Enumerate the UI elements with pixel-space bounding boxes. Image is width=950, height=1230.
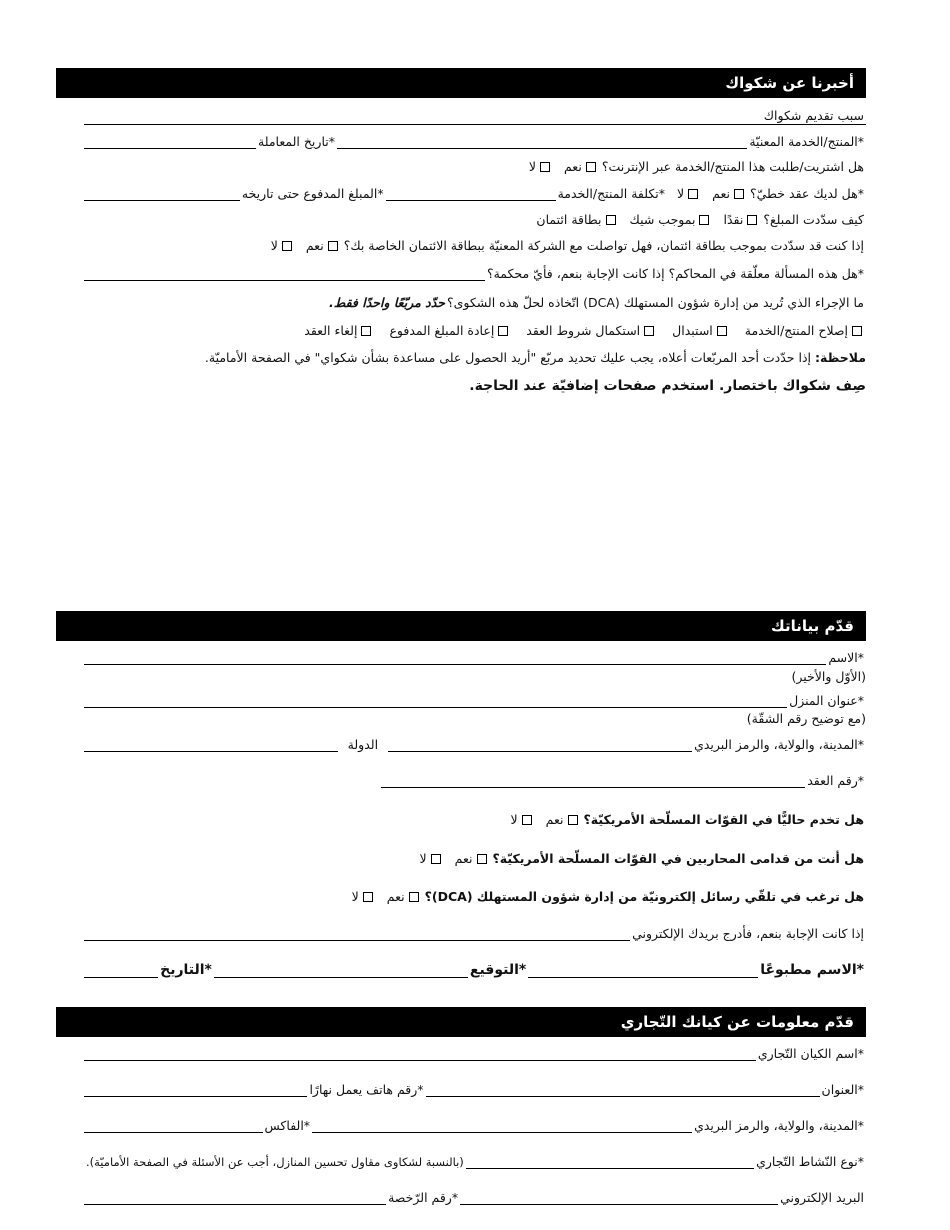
contract-number-field[interactable] [381,773,805,788]
business-address-field[interactable] [426,1082,820,1097]
email-optin-no-label: لا [351,889,359,904]
veteran-no-label: لا [419,851,427,866]
veteran-row [84,851,866,866]
military-yes-checkbox[interactable] [568,815,578,825]
address-row [84,693,866,708]
veteran-question: هل أنت من قدامى المحاربين في القوّات المسلّحة الأمريكيّة؟ [492,851,864,866]
product-field[interactable] [337,134,747,149]
action-replace-checkbox[interactable] [717,326,727,336]
business-city-field[interactable] [312,1118,692,1133]
action-cancel-label: إلغاء العقد [304,323,358,338]
signature-field[interactable] [214,963,468,978]
contract-no-checkbox[interactable] [688,189,698,199]
military-no-checkbox[interactable] [522,815,532,825]
action-repair-checkbox[interactable] [852,326,862,336]
amount-paid-label: *المبلغ المدفوع حتى تاريخه [241,186,384,201]
action-options-row [84,323,866,338]
veteran-yes-checkbox[interactable] [477,854,487,864]
business-name-field[interactable] [84,1046,756,1061]
transaction-date-label: *تاريخ المعاملة [258,134,335,149]
veteran-yes-label: نعم [454,851,473,866]
product-row [84,134,866,149]
business-type-label: *نوع النّشاط التّجاري [756,1154,864,1169]
describe-area[interactable] [84,404,866,594]
license-field[interactable] [84,1190,386,1205]
action-refund-checkbox[interactable] [498,326,508,336]
online-yes-checkbox[interactable] [586,162,596,172]
contract-number-label: *رقم العقد [807,773,864,788]
license-label: *رقم الرّخصة [388,1190,459,1205]
military-no-label: لا [510,812,518,827]
written-contract-question: *هل لديك عقد خطيّ؟ [750,186,864,201]
credit-no-checkbox[interactable] [282,241,292,251]
business-type-field[interactable] [466,1154,754,1169]
product-label: *المنتج/الخدمة المعنيّة [749,134,864,149]
printed-name-label: *الاسم مطبوعًا [760,962,864,978]
city-label: *المدينة، والولاية، والرمز البريدي [694,737,864,752]
fax-label: *الفاكس [264,1118,311,1133]
pay-card-label: بطاقة ائتمان [536,212,602,227]
reason-field[interactable] [84,124,866,125]
day-phone-label: *رقم هاتف يعمل نهارًا [309,1082,424,1097]
note-row [84,350,866,365]
amount-paid-field[interactable] [84,186,240,201]
business-name-label: *اسم الكيان التّجاري [757,1046,864,1061]
day-phone-field[interactable] [84,1082,307,1097]
note-label: ملاحظة: [815,350,866,365]
online-no-label: لا [528,159,536,174]
business-section-header [56,1007,866,1037]
address-hint: (مع توضيح رقم الشقّة) [746,711,866,726]
date-field[interactable] [84,963,158,978]
email-optin-question: هل ترغب في تلقّي رسائل إلكترونيّة من إدارة شؤون المستهلك (DCA)؟ [424,889,864,904]
fax-field[interactable] [84,1118,263,1133]
online-question: هل اشتريت/طلبت هذا المنتج/الخدمة عبر الإنترنت؟ [601,159,864,174]
name-row [84,650,866,665]
business-address-label: *العنوان [821,1082,864,1097]
email-optin-yes-label: نعم [386,889,405,904]
action-repair-label: إصلاح المنتج/الخدمة [744,323,848,338]
business-type-row [84,1154,866,1169]
signature-row [84,962,866,978]
cost-field[interactable] [386,186,556,201]
contract-no-label: لا [677,186,685,201]
cost-label: *تكلفة المنتج/الخدمة [557,186,666,201]
business-email-row [84,1190,866,1205]
email-optin-no-checkbox[interactable] [363,892,373,902]
veteran-no-checkbox[interactable] [431,854,441,864]
city-row [84,737,866,752]
name-hint: (الأوّل والأخير) [791,669,866,684]
signature-label: *التوقيع [469,962,527,978]
name-label: *الاسم [828,650,864,665]
contract-yes-checkbox[interactable] [734,189,744,199]
payment-row [84,212,866,227]
pay-check-checkbox[interactable] [699,215,709,225]
action-question: ما الإجراء الذي تُريد من إدارة شؤون المستهلك (DCA) اتّخاذه لحلّ هذه الشكوى؟ [447,295,864,310]
military-row [84,812,866,827]
court-field[interactable] [84,266,485,281]
business-type-note: (بالنسبة لشكاوى مقاول تحسين المنازل، أجب عن الأسئلة في الصفحة الأماميّة). [86,1155,464,1169]
pay-cash-label: نقدًا [723,212,744,227]
describe-row [84,378,866,394]
complaint-section-title: أخبرنا عن شكواك [725,74,854,92]
address-label: *عنوان المنزل [789,693,864,708]
business-city-row [84,1118,866,1133]
country-label: الدولة [347,737,379,752]
email-optin-yes-checkbox[interactable] [409,892,419,902]
reason-row [84,108,866,123]
action-emphasis: حدّد مربّعًا واحدًا فقط. [328,295,445,310]
transaction-date-field[interactable] [84,134,256,149]
contract-row [84,186,866,201]
action-replace-label: استبدال [672,323,713,338]
court-question: *هل هذه المسألة معلّقة في المحاكم؟ إذا كانت الإجابة بنعم، فأيّ محكمة؟ [486,266,864,281]
pay-cash-checkbox[interactable] [747,215,757,225]
online-yes-label: نعم [563,159,582,174]
email-label: إذا كانت الإجابة بنعم، فأدرج بريدك الإلكتروني [632,926,864,941]
reason-label: سبب تقديم شكواك [763,108,864,123]
contract-yes-label: نعم [712,186,730,201]
credit-yes-checkbox[interactable] [328,241,338,251]
action-refund-label: إعادة المبلغ المدفوع [389,323,495,338]
personal-section-header [56,611,866,641]
pay-check-label: بموجب شيك [629,212,696,227]
credit-yes-label: نعم [305,238,324,253]
business-city-label: *المدينة، والولاية، والرمز البريدي [694,1118,864,1133]
action-cancel-checkbox[interactable] [361,326,371,336]
pay-card-checkbox[interactable] [606,215,616,225]
credit-contact-row [84,238,866,253]
complaint-section-header [56,68,866,98]
city-field[interactable] [388,737,692,752]
online-no-checkbox[interactable] [540,162,550,172]
describe-heading: صِف شكواك باختصار. استخدم صفحات إضافيّة عند الحاجة. [469,378,866,394]
note-text: إذا حدّدت أحد المربّعات أعلاه، يجب عليك تحديد مربّع "أريد الحصول على مساعدة بشأن شكواي" في الصفحة الأماميّة. [204,350,811,365]
date-label: *التاريخ [160,962,212,978]
name-field[interactable] [84,650,826,665]
business-email-label: البريد الإلكتروني [780,1190,864,1205]
court-row [84,266,866,281]
email-row [84,926,866,941]
business-address-row [84,1082,866,1097]
business-email-field[interactable] [460,1190,778,1205]
action-complete-checkbox[interactable] [644,326,654,336]
address-field[interactable] [84,693,787,708]
printed-name-field[interactable] [528,963,758,978]
business-name-row [84,1046,866,1061]
how-paid-question: كيف سدّدت المبلغ؟ [763,212,864,227]
contract-number-row [84,773,866,788]
military-question: هل تخدم حاليًّا في القوّات المسلّحة الأمريكيّة؟ [583,812,864,827]
business-section-title: قدّم معلومات عن كيانك التّجاري [620,1013,854,1031]
credit-contact-question: إذا كنت قد سدّدت بموجب بطاقة ائتمان، فهل تواصلت مع الشركة المعنيّة ببطاقة الائتمان الخاصة بك؟ [343,238,864,253]
action-question-row [84,295,866,310]
online-row [84,159,866,174]
email-optin-row [84,889,866,904]
action-complete-label: استكمال شروط العقد [526,323,641,338]
military-yes-label: نعم [545,812,564,827]
credit-no-label: لا [270,238,278,253]
country-field[interactable] [84,737,338,752]
personal-section-title: قدّم بياناتك [771,617,854,635]
email-field[interactable] [84,926,630,941]
